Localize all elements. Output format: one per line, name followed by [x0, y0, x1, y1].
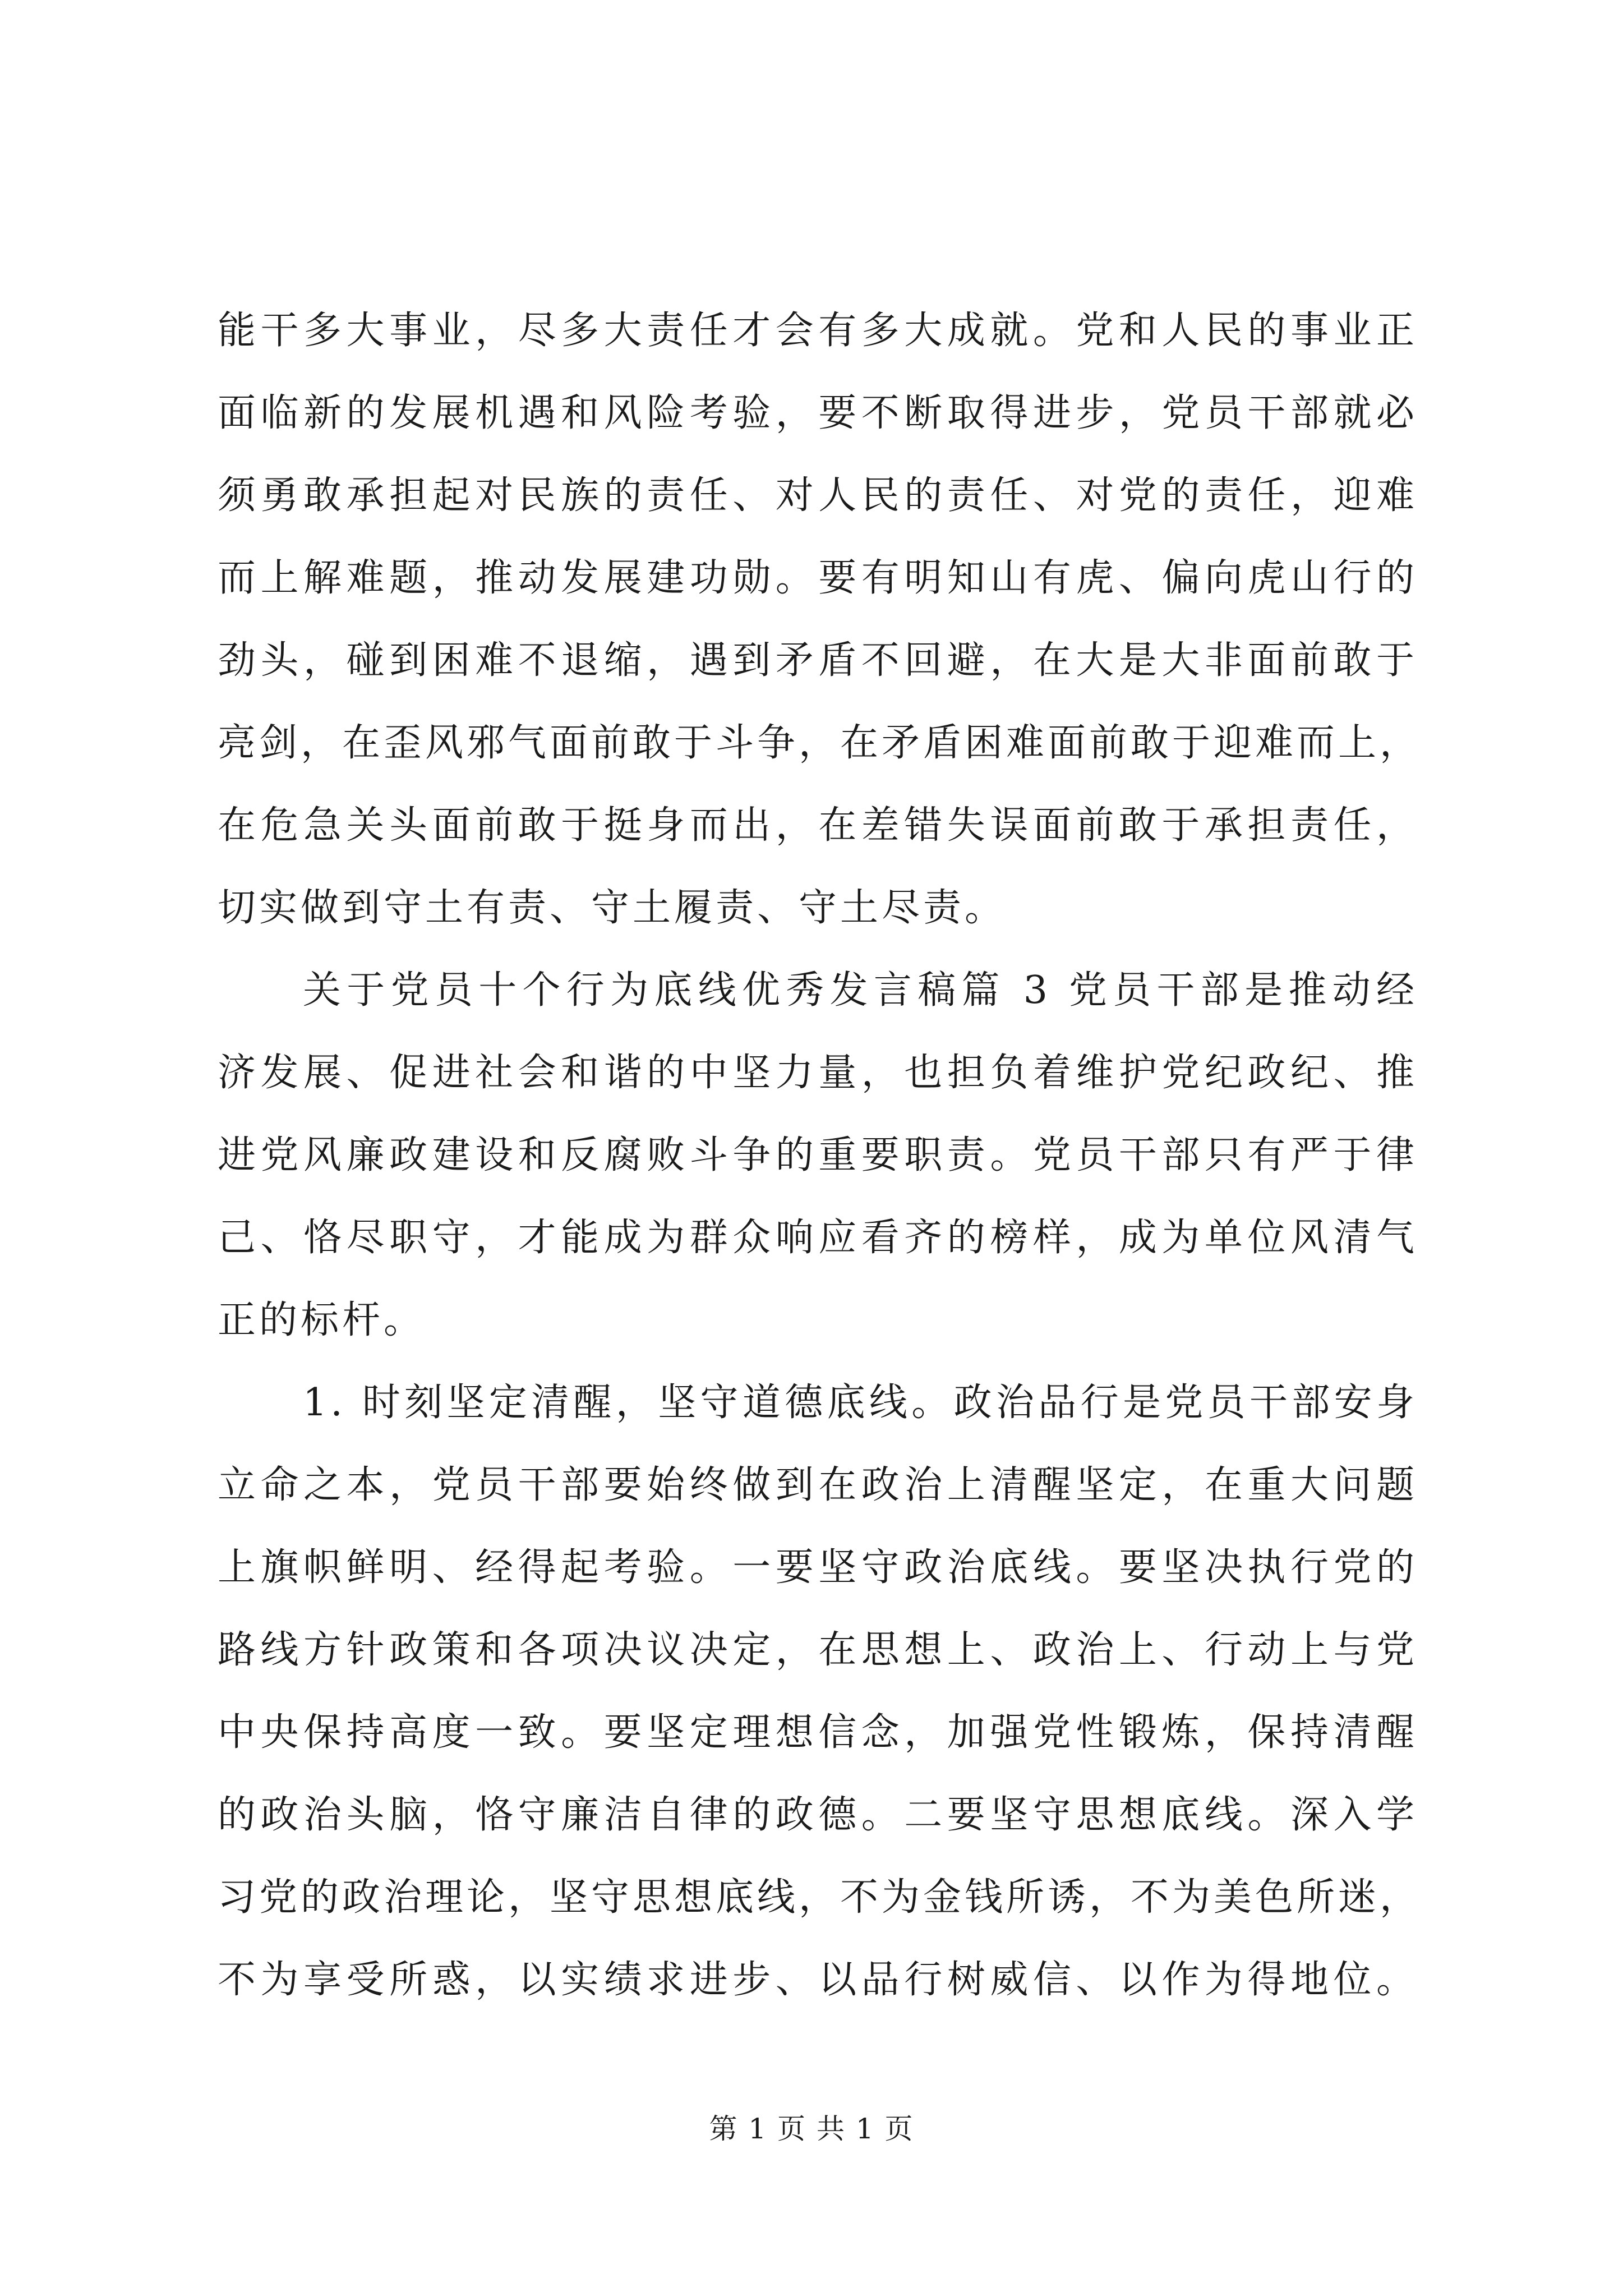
paragraph-line: 进党风廉政建设和反腐败斗争的重要职责。党员干部只有严于律: [218, 1133, 1418, 1177]
paragraph-line: 的政治头脑，恪守廉洁自律的政德。二要坚守思想底线。深入学: [218, 1793, 1418, 1837]
paragraph-line: 不为享受所惑，以实绩求进步、以品行树威信、以作为得地位。: [218, 1958, 1418, 2002]
paragraph-line: 须勇敢承担起对民族的责任、对人民的责任、对党的责任，迎难: [218, 473, 1418, 518]
paragraph-line: 路线方针政策和各项决议决定，在思想上、政治上、行动上与党: [218, 1628, 1418, 1672]
paragraph-line: 能干多大事业，尽多大责任才会有多大成就。党和人民的事业正: [218, 309, 1418, 353]
paragraph-line: 而上解难题，推动发展建功勋。要有明知山有虎、偏向虎山行的: [218, 556, 1418, 600]
paragraph-line: 上旗帜鲜明、经得起考验。一要坚守政治底线。要坚决执行党的: [218, 1545, 1418, 1590]
paragraph-line: 面临新的发展机遇和风险考验，要不断取得进步，党员干部就必: [218, 391, 1418, 435]
page-footer: 第 1 页 共 1 页: [709, 2113, 914, 2145]
paragraph-line: 立命之本，党员干部要始终做到在政治上清醒坚定，在重大问题: [218, 1463, 1418, 1507]
paragraph-line: 己、恪尽职守，才能成为群众响应看齐的榜样，成为单位风清气: [218, 1216, 1418, 1260]
paragraph-line: 济发展、促进社会和谐的中坚力量，也担负着维护党纪政纪、推: [218, 1051, 1418, 1095]
paragraph-line: 切实做到守土有责、守土履责、守土尽责。: [218, 886, 1007, 930]
paragraph-line: 正的标杆。: [218, 1298, 426, 1342]
paragraph-line: 关于党员十个行为底线优秀发言稿篇 3 党员干部是推动经: [303, 968, 1418, 1013]
paragraph-line: 中央保持高度一致。要坚定理想信念，加强党性锻炼，保持清醒: [218, 1710, 1418, 1755]
paragraph-line: 习党的政治理论，坚守思想底线，不为金钱所诱，不为美色所迷，: [218, 1875, 1422, 1920]
paragraph-line: 亮剑，在歪风邪气面前敢于斗争，在矛盾困难面前敢于迎难而上，: [218, 721, 1422, 765]
paragraph-line: 劲头，碰到困难不退缩，遇到矛盾不回避，在大是大非面前敢于: [218, 638, 1418, 683]
paragraph-line: 在危急关头面前敢于挺身而出，在差错失误面前敢于承担责任，: [218, 803, 1418, 848]
paragraph-line: 1. 时刻坚定清醒，坚守道德底线。政治品行是党员干部安身: [303, 1381, 1418, 1425]
